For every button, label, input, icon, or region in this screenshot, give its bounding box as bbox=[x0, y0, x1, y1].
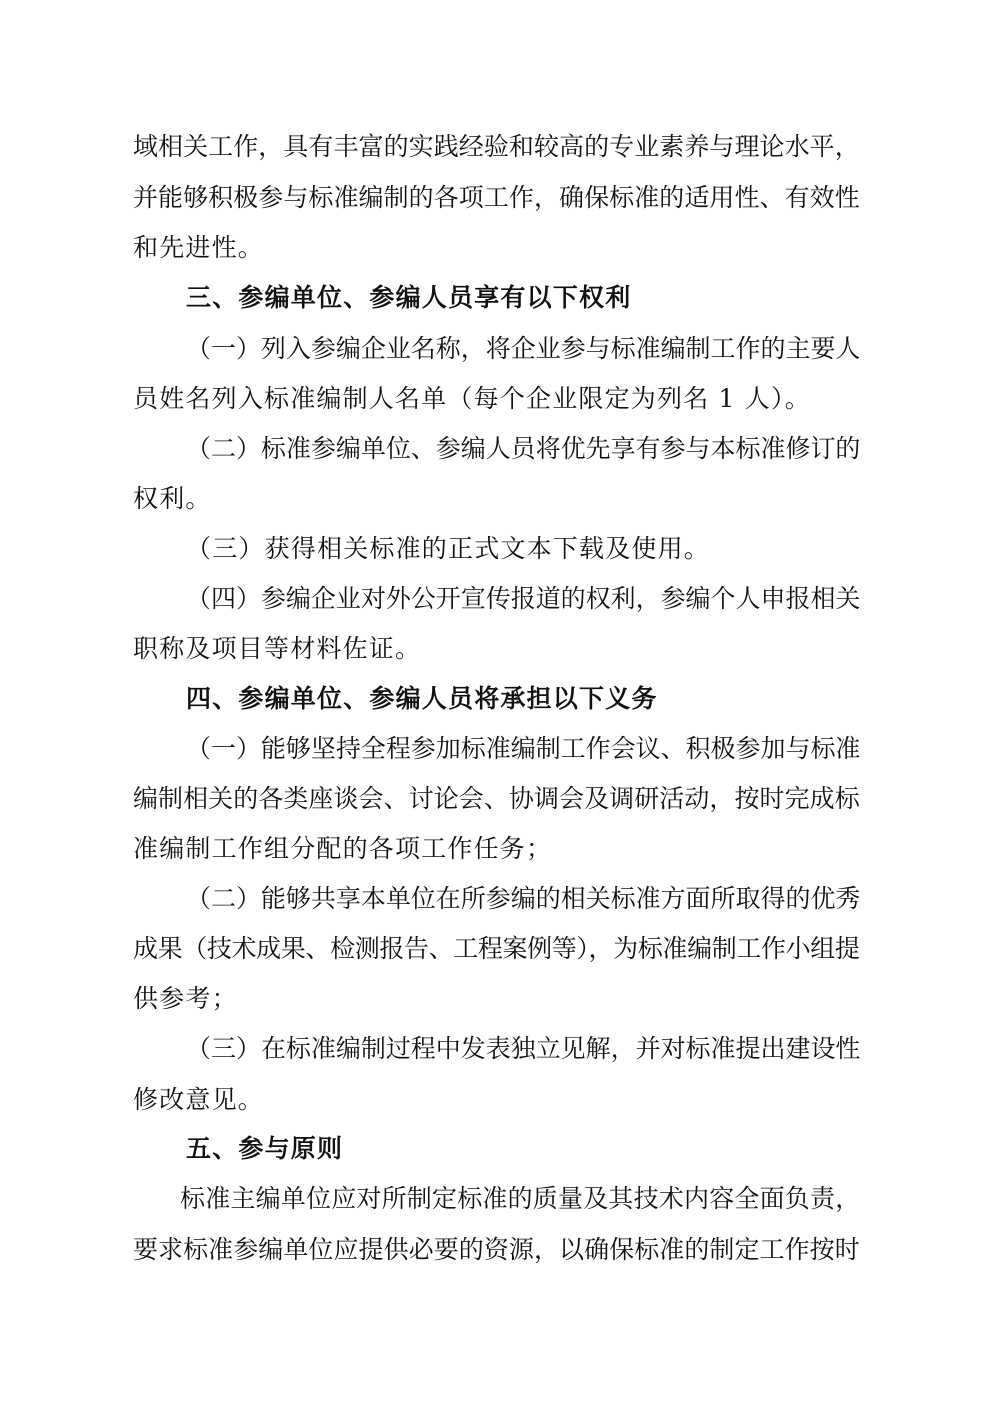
text-line: （一）列入参编企业名称，将企业参与标准编制工作的主要人 bbox=[186, 334, 861, 363]
text-line: 职称及项目等材料佐证。 bbox=[133, 634, 422, 663]
text-line: 标准主编单位应对所制定标准的质量及其技术内容全面负责， bbox=[180, 1184, 861, 1213]
text-line: 并能够积极参与标准编制的各项工作，确保标准的适用性、有效性 bbox=[133, 183, 860, 212]
section-heading: 五、参与原则 bbox=[186, 1134, 344, 1163]
text-line: 员姓名列入标准编制人名单（每个企业限定为列名 1 人）。 bbox=[133, 384, 811, 413]
text-line: 准编制工作组分配的各项工作任务； bbox=[133, 834, 553, 863]
text-line: 编制相关的各类座谈会、讨论会、协调会及调研活动，按时完成标 bbox=[133, 784, 860, 813]
text-line: 成果（技术成果、检测报告、工程案例等），为标准编制工作小组提 bbox=[133, 934, 860, 963]
text-line: （二）能够共享本单位在所参编的相关标准方面所取得的优秀 bbox=[186, 884, 861, 913]
text-line: 要求标准参编单位应提供必要的资源，以确保标准的制定工作按时 bbox=[133, 1235, 860, 1264]
text-line: （四）参编企业对外公开宣传报道的权利，参编个人申报相关 bbox=[186, 584, 861, 613]
text-line: （三）获得相关标准的正式文本下载及使用。 bbox=[186, 534, 711, 563]
text-line: （一）能够坚持全程参加标准编制工作会议、积极参加与标准 bbox=[186, 734, 861, 763]
text-line: 和先进性。 bbox=[133, 233, 265, 262]
text-line: （三）在标准编制过程中发表独立见解，并对标准提出建设性 bbox=[186, 1034, 861, 1063]
text-line: 域相关工作，具有丰富的实践经验和较高的专业素养与理论水平， bbox=[133, 132, 860, 161]
text-line: （二）标准参编单位、参编人员将优先享有参与本标准修订的 bbox=[186, 434, 861, 463]
text-line: 修改意见。 bbox=[133, 1085, 265, 1114]
text-line: 供参考； bbox=[133, 984, 238, 1013]
section-heading: 三、参编单位、参编人员享有以下权利 bbox=[186, 283, 632, 312]
text-line: 权利。 bbox=[133, 484, 212, 513]
section-heading: 四、参编单位、参编人员将承担以下义务 bbox=[186, 684, 658, 713]
